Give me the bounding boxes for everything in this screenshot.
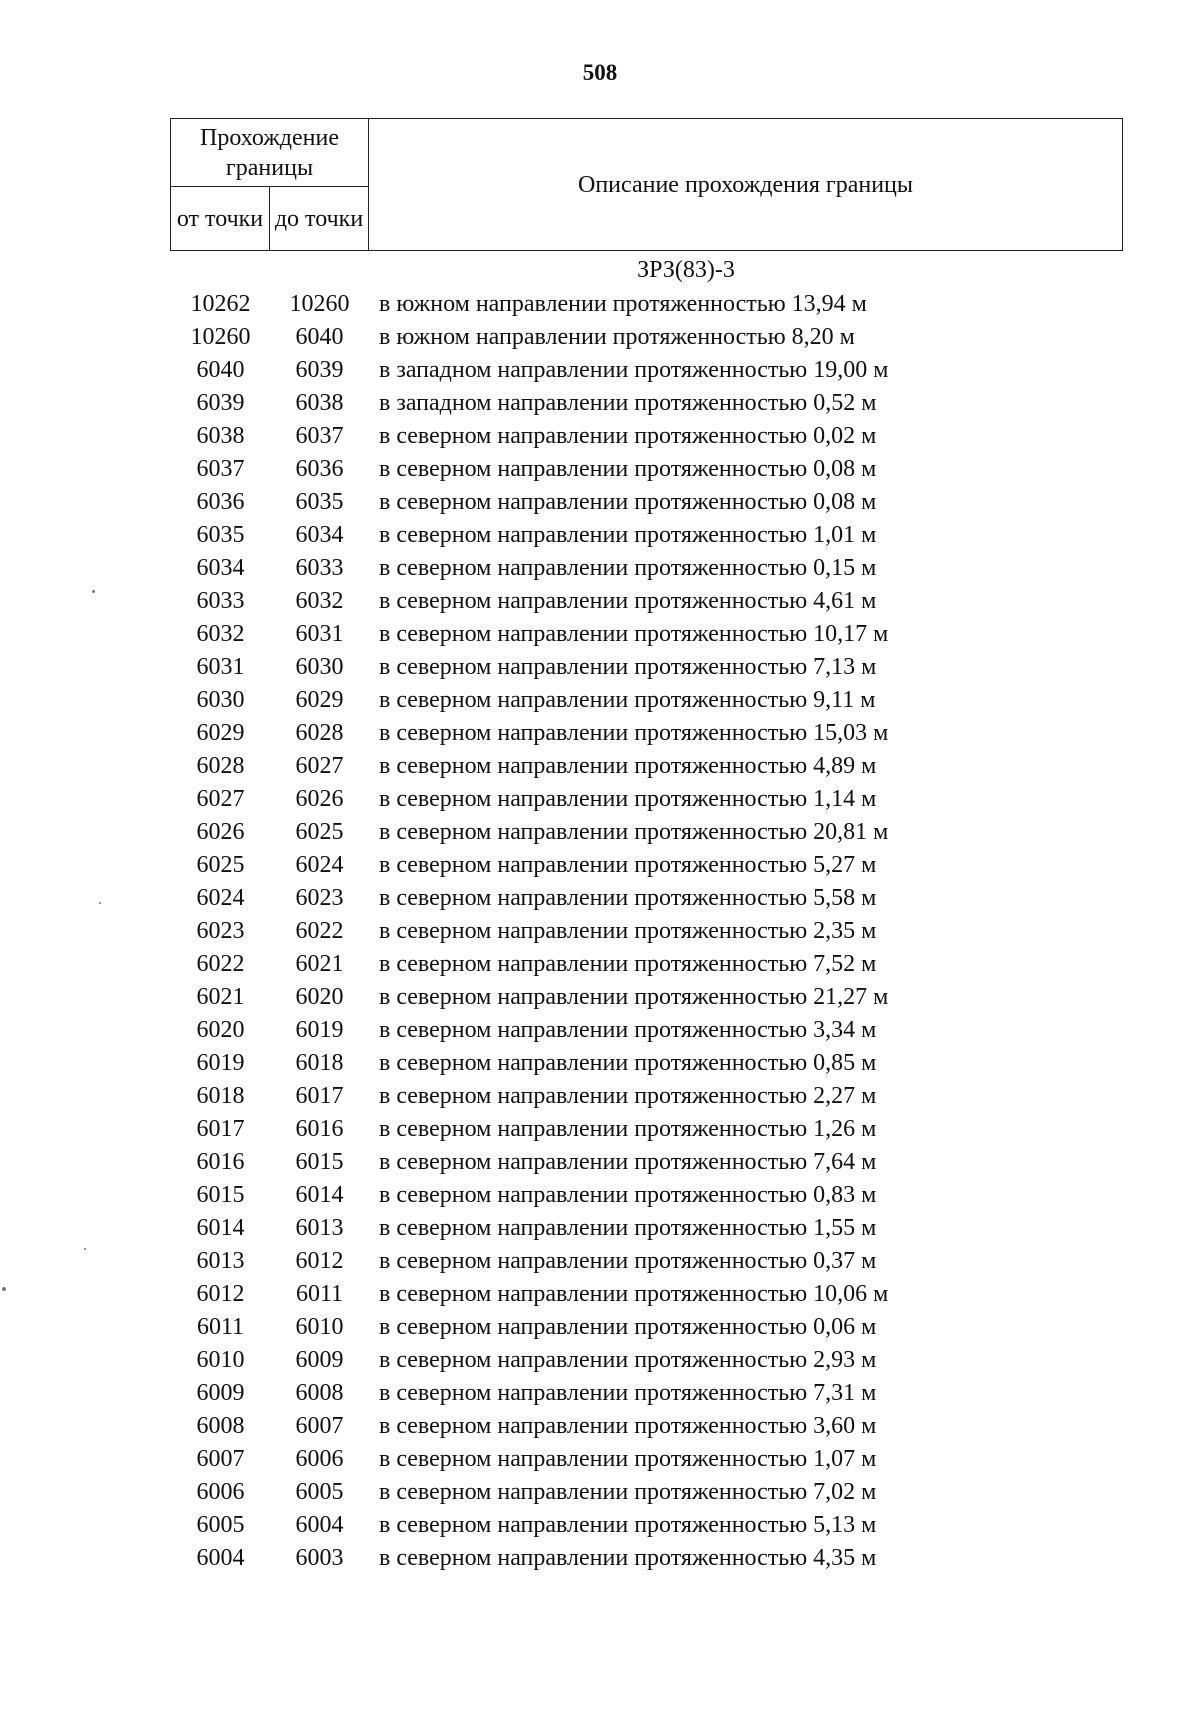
table-row [170,552,1120,585]
description-cell: в северном направлении протяженностью 0,15 м [379,555,877,581]
from-point-cell: 10262 [190,291,251,317]
zone-title: ЗРЗ(83)-3 [637,257,735,283]
description-cell: в северном направлении протяженностью 5,58 м [379,885,877,911]
description-cell: в южном направлении протяженностью 13,94 м [379,291,867,317]
table-row [170,915,1120,948]
from-point-header: от точки [171,187,270,251]
scan-speck [99,902,101,904]
from-point-cell: 6011 [196,1314,245,1340]
to-point-cell: 6004 [295,1512,344,1538]
table-row [170,420,1120,453]
table-row [170,1509,1120,1542]
description-cell: в северном направлении протяженностью 10,06 м [379,1281,889,1307]
from-point-cell: 6019 [196,1050,245,1076]
from-point-cell: 6023 [196,918,245,944]
table-row [170,816,1120,849]
to-point-cell: 6028 [295,720,344,746]
to-point-cell: 6006 [295,1446,344,1472]
table-header [170,118,1123,251]
from-point-cell: 6016 [196,1149,245,1175]
to-point-cell: 6026 [295,786,344,812]
description-cell: в северном направлении протяженностью 15,03 м [379,720,889,746]
from-point-cell: 6006 [196,1479,245,1505]
table-row [170,1146,1120,1179]
from-point-cell: 6029 [196,720,245,746]
table-row [170,618,1120,651]
table-row [170,1410,1120,1443]
from-point-cell: 6040 [196,357,245,383]
description-cell: в северном направлении протяженностью 10,17 м [379,621,889,647]
table-row [170,948,1120,981]
table-row [170,783,1120,816]
to-point-cell: 6031 [295,621,344,647]
description-cell: в северном направлении протяженностью 0,08 м [379,456,877,482]
scan-speck [2,1287,6,1291]
table-row [170,1278,1120,1311]
from-point-cell: 6007 [196,1446,245,1472]
table-row [170,1443,1120,1476]
from-point-cell: 6039 [196,390,245,416]
table-row [170,1377,1120,1410]
to-point-cell: 6009 [295,1347,344,1373]
to-point-cell: 6038 [295,390,344,416]
table-row [170,354,1120,387]
from-point-cell: 6020 [196,1017,245,1043]
from-point-cell: 6015 [196,1182,245,1208]
from-point-cell: 6028 [196,753,245,779]
from-point-cell: 6036 [196,489,245,515]
description-cell: в северном направлении протяженностью 7,31 м [379,1380,877,1406]
table-row [170,882,1120,915]
table-row [170,1179,1120,1212]
to-point-cell: 6032 [295,588,344,614]
table-row [170,981,1120,1014]
table-row [170,486,1120,519]
description-cell: в западном направлении протяженностью 0,52 м [379,390,877,416]
from-point-cell: 6026 [196,819,245,845]
description-cell: в северном направлении протяженностью 0,02 м [379,423,877,449]
table-row [170,288,1120,321]
to-point-cell: 6010 [295,1314,344,1340]
description-cell: в северном направлении протяженностью 1,14 м [379,786,877,812]
description-cell: в северном направлении протяженностью 3,60 м [379,1413,877,1439]
from-point-cell: 6013 [196,1248,245,1274]
table-row [170,1212,1120,1245]
description-cell: в северном направлении протяженностью 9,11 м [379,687,876,713]
to-point-cell: 6040 [295,324,344,350]
from-point-cell: 6025 [196,852,245,878]
to-point-cell: 6030 [295,654,344,680]
from-point-cell: 6022 [196,951,245,977]
to-point-cell: 6024 [295,852,344,878]
table-row [170,387,1120,420]
description-cell: в северном направлении протяженностью 20,81 м [379,819,889,845]
from-point-cell: 6037 [196,456,245,482]
from-point-cell: 6012 [196,1281,245,1307]
to-point-cell: 6013 [295,1215,344,1241]
description-cell: в северном направлении протяженностью 7,52 м [379,951,877,977]
to-point-cell: 6033 [295,555,344,581]
boundary-rows [170,288,1120,1575]
to-point-cell: 6039 [295,357,344,383]
from-point-cell: 6031 [196,654,245,680]
table-row [170,453,1120,486]
description-cell: в северном направлении протяженностью 21,27 м [379,984,889,1010]
table-row [170,1014,1120,1047]
from-point-cell: 6035 [196,522,245,548]
table-row [170,717,1120,750]
description-cell: в северном направлении протяженностью 2,27 м [379,1083,877,1109]
description-cell: в северном направлении протяженностью 1,55 м [379,1215,877,1241]
description-cell: в западном направлении протяженностью 19,00 м [379,357,889,383]
from-point-cell: 6032 [196,621,245,647]
description-cell: в северном направлении протяженностью 0,08 м [379,489,877,515]
to-point-cell: 6023 [295,885,344,911]
description-cell: в северном направлении протяженностью 3,34 м [379,1017,877,1043]
table-row [170,321,1120,354]
from-point-cell: 6034 [196,555,245,581]
from-point-cell: 6033 [196,588,245,614]
from-point-cell: 6010 [196,1347,245,1373]
from-point-cell: 6004 [196,1545,245,1571]
description-cell: в северном направлении протяженностью 1,01 м [379,522,877,548]
from-point-cell: 6009 [196,1380,245,1406]
description-cell: в северном направлении протяженностью 1,07 м [379,1446,877,1472]
to-point-cell: 6021 [295,951,344,977]
description-cell: в северном направлении протяженностью 4,61 м [379,588,877,614]
to-point-cell: 6015 [295,1149,344,1175]
description-cell: в северном направлении протяженностью 1,26 м [379,1116,877,1142]
page-number: 508 [582,60,618,85]
from-point-cell: 6017 [196,1116,245,1142]
to-point-cell: 6035 [295,489,344,515]
scan-speck [84,1248,86,1250]
description-cell: в северном направлении протяженностью 2,35 м [379,918,877,944]
to-point-cell: 6020 [295,984,344,1010]
table-row [170,1113,1120,1146]
table-row [170,585,1120,618]
to-point-cell: 6011 [295,1281,344,1307]
to-point-cell: 6005 [295,1479,344,1505]
table-row [170,519,1120,552]
table-row [170,684,1120,717]
description-cell: в северном направлении протяженностью 2,93 м [379,1347,877,1373]
description-cell: в северном направлении протяженностью 0,37 м [379,1248,877,1274]
to-point-cell: 6012 [295,1248,344,1274]
to-point-cell: 6016 [295,1116,344,1142]
description-cell: в северном направлении протяженностью 5,13 м [379,1512,877,1538]
from-point-cell: 6038 [196,423,245,449]
table-row [170,1047,1120,1080]
to-point-cell: 10260 [289,291,350,317]
description-cell: в северном направлении протяженностью 4,89 м [379,753,877,779]
description-cell: в северном направлении протяженностью 7,13 м [379,654,877,680]
to-point-cell: 6008 [295,1380,344,1406]
table-row [170,1344,1120,1377]
to-point-cell: 6037 [295,423,344,449]
description-cell: в северном направлении протяженностью 5,27 м [379,852,877,878]
table-row [170,849,1120,882]
table-row [170,1080,1120,1113]
to-point-cell: 6003 [295,1545,344,1571]
to-point-cell: 6025 [295,819,344,845]
from-point-cell: 6030 [196,687,245,713]
to-point-cell: 6017 [295,1083,344,1109]
to-point-cell: 6022 [295,918,344,944]
description-header: Описание прохождения границы [369,119,1123,251]
from-point-cell: 6024 [196,885,245,911]
table-row [170,1311,1120,1344]
from-point-cell: 6005 [196,1512,245,1538]
to-point-cell: 6029 [295,687,344,713]
boundary-passage-header: Прохождение границы [171,119,369,187]
description-cell: в северном направлении протяженностью 4,35 м [379,1545,877,1571]
to-point-cell: 6034 [295,522,344,548]
description-cell: в южном направлении протяженностью 8,20 м [379,324,855,350]
to-point-header: до точки [270,187,369,251]
from-point-cell: 6014 [196,1215,245,1241]
from-point-cell: 10260 [190,324,251,350]
description-cell: в северном направлении протяженностью 7,64 м [379,1149,877,1175]
table-row [170,1476,1120,1509]
to-point-cell: 6019 [295,1017,344,1043]
table-row [170,651,1120,684]
to-point-cell: 6014 [295,1182,344,1208]
description-cell: в северном направлении протяженностью 0,83 м [379,1182,877,1208]
description-cell: в северном направлении протяженностью 0,06 м [379,1314,877,1340]
table-row [170,750,1120,783]
from-point-cell: 6027 [196,786,245,812]
from-point-cell: 6021 [196,984,245,1010]
table-row [170,1542,1120,1575]
description-cell: в северном направлении протяженностью 7,02 м [379,1479,877,1505]
to-point-cell: 6007 [295,1413,344,1439]
to-point-cell: 6036 [295,456,344,482]
scan-speck [92,590,95,593]
to-point-cell: 6018 [295,1050,344,1076]
to-point-cell: 6027 [295,753,344,779]
from-point-cell: 6008 [196,1413,245,1439]
description-cell: в северном направлении протяженностью 0,85 м [379,1050,877,1076]
from-point-cell: 6018 [196,1083,245,1109]
table-row [170,1245,1120,1278]
